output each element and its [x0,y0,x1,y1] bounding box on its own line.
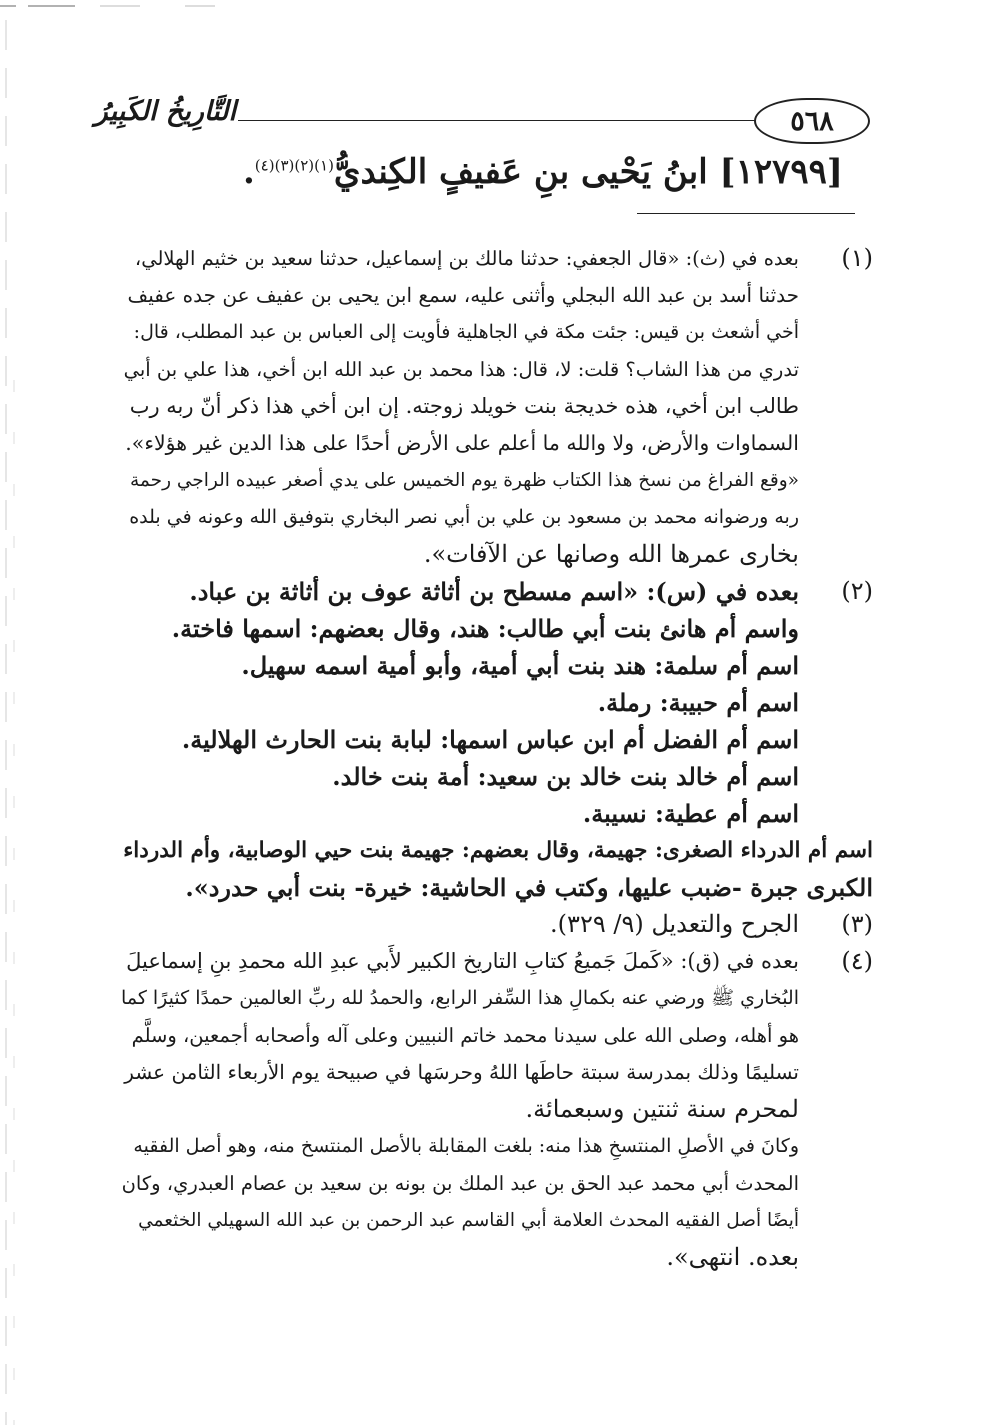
footnote-line: اسم أم سلمة: هند بنت أبي أمية، وأبو أمية اسمه سهيل. [241,651,799,680]
footnote-line: واسم أم هانئ بنت أبي طالب: هند، وقال بعضهم: اسمها فاختة. [171,614,799,643]
footnote-line: تدري من هذا الشاب؟ قلت: لا، قال: هذا محمد بن عبد الله ابن أخي، هذا علي بن أبي [123,358,799,381]
footnote-line: حدثنا أسد بن عبد الله البجلي وأثنى عليه، سمع ابن يحيى بن عفيف عن جده عفيف [127,283,799,307]
entry-footnote-refs: (١)(٢)(٣)(٤) [254,156,334,175]
entry-heading [243,152,843,192]
footnote-line: أيضًا أصل الفقيه المحدث العلامة أبي القاسم عبد الرحمن بن عبد الله السهيلي الخثعمي [138,1210,799,1231]
running-book-title: التَّارِيخُ الكَبِيرُ [94,96,236,127]
footnote-line: لمحرم سنة ثنتين وسبعمائة. [525,1095,799,1123]
footnote-line: هو أهله، وصلى الله على سيدنا محمد خاتم النبيين وعلى آله وأصحابه أجمعين، وسلَّم [131,1024,799,1047]
entry-end-mark: . [242,152,255,192]
footnote-number: (٢) [841,577,873,605]
footnote-1 [121,240,873,573]
footnote-line: وكانَ في الأصلِ المنتسخِ هذا منه: بلغت المقابلة بالأصل المنتسخ منه، وهو أصل الفقيه [133,1135,799,1157]
header-rule [238,120,756,121]
footnote-line: أخي أشعث بن قيس: جئت مكة في الجاهلية فأويت إلى العباس بن عبد المطلب، قال: [133,321,799,343]
footnote-line: بخارى عمرها الله وصانها عن الآفات». [423,540,799,568]
footnote-number: (٤) [841,947,873,975]
footnote-line: اسم أم الفضل أم ابن عباس اسمها: لبابة بنت الحارث الهلالية. [181,725,799,754]
footnote-line: اسم أم خالد بنت خالد بن سعيد: أمة بنت خالد. [332,762,799,791]
footnote-line: اسم أم الدرداء الصغرى: جهيمة، وقال بعضهم: جهيمة بنت حيي الوصابية، وأم الدرداء [123,838,873,863]
footnote-line: البُخاري ﷺ ورضي عنه بكمالِ هذا السِّفر الرابع، والحمدُ لله ربِّ العالمين حمدًا كثيرًا كما [121,987,799,1009]
footnotes [121,240,873,1276]
footnote-line: اسم أم حبيبة: رملة. [597,688,799,717]
footnote-3 [121,906,873,943]
entry-title: [١٢٧٩٩] ابنُ يَحْيى بنِ عَفيفٍ الكِنديُّ [333,152,843,192]
footnote-line: السماوات والأرض، ولا والله ما أعلم على الأرض أحدًا على هذا الدين غير هؤلاء». [125,431,799,455]
footnote-line: بعده في (س): «اسم مسطح بن أثاثة عوف بن أثاثة بن عباد. [189,577,799,606]
page-number: ٥٦٨ [754,98,870,144]
footnote-line: طالب ابن أخي، هذه خديجة بنت خويلد زوجته. إن ابن أخي هذا ذكر أنّ ربه رب [129,394,799,418]
footnote-line: ربه ورضوانه محمد بن مسعود بن علي بن أبي نصر البخاري بتوفيق الله وعونه في بلده [129,506,799,528]
footnote-line: تسليمًا وذلك بمدرسة سبتة حاطَها اللهُ وحرسَها في صبيحة يوم الأربعاء الثامن عشر [124,1060,799,1084]
footnote-4 [121,943,873,1276]
footnote-separator [637,213,855,214]
footnote-2 [121,573,873,906]
footnote-line: بعده. انتهى». [666,1243,799,1271]
footnote-line: بعده في (ث): «قال الجعفي: حدثنا مالك بن إسماعيل، حدثنا سعيد بن خثيم الهلالي، [134,247,799,270]
page-header [94,92,870,142]
footnote-line: بعده في (ق): «كَملَ جَميعُ كتابِ التاريخ الكبير لأَبي عبدِ الله محمدِ بنِ إسماعيلَ [126,949,799,973]
footnote-line: «وقع الفراغ من نسخ هذا الكتاب ظهرة يوم الخميس على يدي أصغر عبيده الراجي رحمة [130,470,799,491]
footnote-line: المحدث أبي محمد عبد الحق بن عبد الملك بن بونه بن سعيد بن عصام العبدري، وكان [121,1172,799,1195]
footnote-number: (١) [841,244,873,272]
footnote-line: الجرح والتعديل (٩/ ٣٢٩). [550,910,799,938]
footnote-line: الكبرى جبرة -ضبب عليها، وكتب في الحاشية: خيرة- بنت أبي حدرد». [185,873,873,902]
footnote-number: (٣) [841,910,873,938]
footnote-line: اسم أم عطية: نسيبة. [582,799,799,828]
